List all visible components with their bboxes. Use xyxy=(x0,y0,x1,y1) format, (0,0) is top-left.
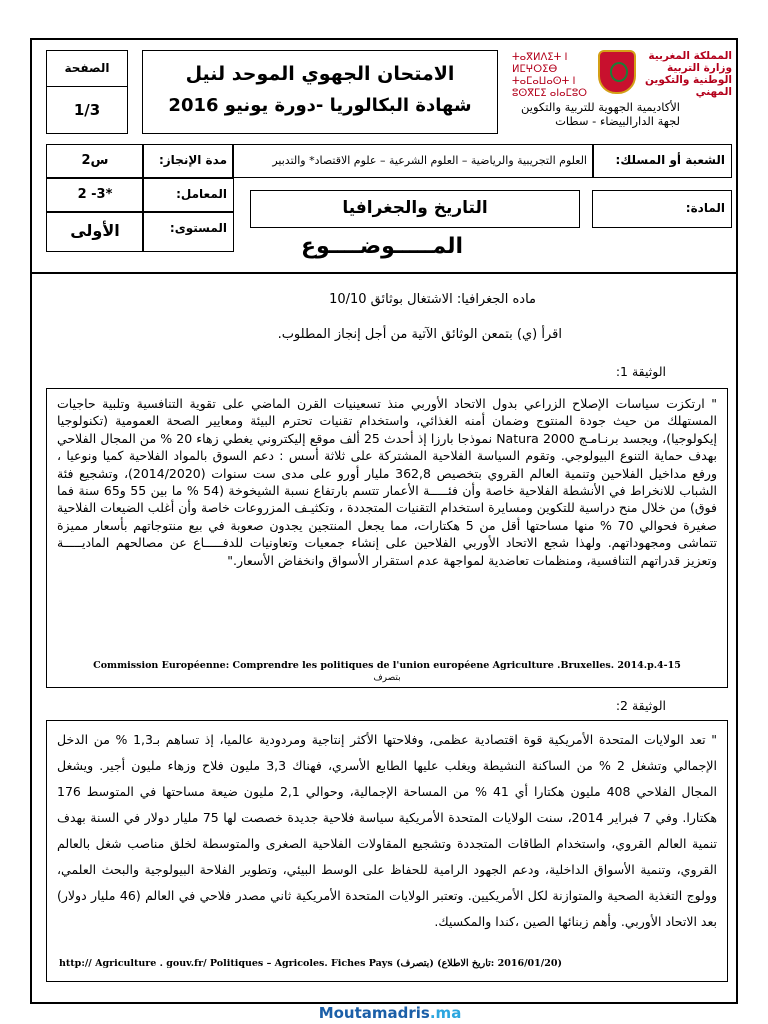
exam-session: شهادة البكالوريا -دورة يونيو 2016 xyxy=(168,95,472,116)
document2-source: http:// Agriculture . gouv.fr/ Politiques – Agricoles. Fiches Pays (بتصرف) (2016/01/20 :تاريخ الاطلاع) xyxy=(59,958,562,969)
coefficient-label: المعامل: xyxy=(142,178,234,212)
instruction-text: اقرأ (ي) بتمعن الوثائق الآتية من أجل إنجاز المطلوب. xyxy=(277,327,562,342)
page-number: 1/3 xyxy=(73,101,101,119)
subject-label: المادة: xyxy=(592,190,732,228)
duration-value: 2س xyxy=(46,144,144,178)
document1-source-note: بتصرف xyxy=(373,673,401,683)
academy-line2: لجهة الدارالبيضاء - سطات xyxy=(555,114,680,128)
ministry-name-arabic: المملكة المغربية وزارة التربية الوطنية والتكوين المهني xyxy=(644,50,732,98)
document2-box xyxy=(46,720,728,982)
academy-line1: الأكاديمية الجهوية للتربية والتكوين xyxy=(521,100,680,114)
ministry-name-tifinagh: ⵜⴰⴳⵍⴷⵉⵜ ⵏ ⵍⵎⵖⵔⵉⴱ ⵜⴰⵎⴰⵡⴰⵙⵜ ⵏ ⵓⵙⴳⵎⵉ ⴰⵏⴰⵎⵓⵔ xyxy=(512,52,588,99)
header-separator xyxy=(32,272,736,274)
level-value: الأولى xyxy=(46,212,144,252)
ministry-header xyxy=(504,42,736,142)
brand-tld: .ma xyxy=(429,1004,462,1022)
document2-text: " تعد الولايات المتحدة الأمريكية قوة اقتصادية عظمى، وفلاحتها الأكثر إنتاجية ومردودية عالميا، إذ تساهم بـ1,3 % من الدخل الإجمالي وتشغل 2 % من الساكنة النشيطة ويغلب عليها الطابع الأسري، فهناك 3,3 مليون فلاح وزهاء مليون أجير. ويشغل المجال الفلاحي 408 مليون هكتارا أي 41 % من المساحة الإجمالية، وحوالي 2,1 مليون ضيعة مساحتها في المتوسط 176 هكتارا. وفي 7 فبراير 2014، سنت الولايات المتحدة الأمريكية سياسة فلاحية جديدة خصصت لها 75 مليار دولار في السنة بهدف تنمية العالم القروي، واستخدام الطاقات المتجددة وتشجيع المقاولات الفلاحية الصغرى والمتوسطة لخلق مناصب شغل بالعالم القروي، وتنمية الأسواق الداخلية، ودعم الجهود الرامية للحفاظ على الوسط البيئي، وتطوير الفلاحة البيولوجية والبحث العلمي، وولوج التغذية الصحية والمتوازنة لكل الأمريكيين. وتعتبر الولايات المتحدة الأمريكية ثاني مصدر فلاحي في العالم (46 مليار دولار) بعد الاتحاد الأوربي. وأهم زبنائها الصين ،كندا والمكسيك. xyxy=(57,732,718,929)
topic-heading: المـــــوضــــوع xyxy=(300,234,464,259)
exam-page-frame xyxy=(30,38,738,1004)
page-number-box xyxy=(46,50,128,134)
exam-title-box xyxy=(142,50,498,134)
coat-of-arms-icon xyxy=(598,50,636,94)
document1-box xyxy=(46,388,728,688)
level-label: المستوى: xyxy=(142,212,234,252)
document1-label: الوثيقة 1: xyxy=(615,364,666,379)
section-title: ماده الجغرافيا: الاشتغال بوثائق 10/10 xyxy=(329,292,536,307)
brand-main: Moutamadris xyxy=(318,1004,430,1022)
exam-title: الامتحان الجهوي الموحد لنيل xyxy=(185,63,455,85)
site-logo xyxy=(290,1004,490,1024)
track-label: الشعبة أو المسلك: xyxy=(592,144,732,178)
duration-label: مدة الإنجاز: xyxy=(142,144,234,178)
page-label: الصفحة xyxy=(47,51,127,87)
document1-text: " ارتكزت سياسات الإصلاح الزراعي بدول الاتحاد الأوربي منذ تسعينيات القرن الماضي على تقوية التنافسية وتلبية حاجيات المستهلك من حيث جودة المنتوج وضمان أمنه الغذائي، واستخدام تقنيات تحترم البيئة ومعايير الصحة العمومية (تكنولوجيا إيكولوجيا)، ويجسد برنـامـج Natura 2000 نموذجا بارزا إذ أحدث 25 ألف موقع إليكتروني يغطي زهاء 20 % من المجال الفلاحي بهدف حماية التنوع البيولوجي. وتقوم السياسة الفلاحية المشتركة على ثلاثة أسس : دعم السوق بالمواد الفلاحية كميا ونوعيا ، ورفع مداخيل الفلاحين وتنمية العالم القروي بتخصيص 362,8 مليار أورو على مدى ست سنوات (2014/2020)، وتشجيع فئة الشباب للانخراط في الأنشطة الفلاحية خاصة وأن فئـــــة الأعمار تتسم بارتفاع نسبة الشيخوخة (54 % ما بين 55 و65 سنة فما فوق) من خلال منح دراسية للتكوين ومسايرة استخدام التقنيات المتجددة ، وتكثيـف المزروعات خاصة وأن أغلب الضيعات الفلاحية صغيرة فحوالي 70 % منها مساحتها أقل من 5 هكتارات، مما يجعل المنتجين يجدون صعوبة في بيع منتوجاتهم بأسعار مميزة تتماشى ومجهوداتهم. ولهذا شجع الاتحاد الأوربي الفلاحين على إنشاء جمعيات وتعاونيات للدفـــــاع عن مصالحهم الماديـــــة وتعزيز قدراتهم التنافسية، ومنظمات تعاضدية لمواجهة عدم استقرار الأسواق وانخفاض الأسعار." xyxy=(57,396,718,568)
document2-label: الوثيقة 2: xyxy=(615,698,666,713)
academy-name xyxy=(490,100,680,128)
track-value: العلوم التجريبية والرياضية – العلوم الشرعية – علوم الاقتصاد* والتدبير xyxy=(232,144,594,178)
document1-source: Commission Européenne: Comprendre les politiques de l'union européene Agriculture .Bruxelles. 2014.p.4-15 xyxy=(93,660,681,671)
subject-value: التاريخ والجغرافيا xyxy=(250,190,580,228)
coefficient-value: 2 -3* xyxy=(46,178,144,212)
